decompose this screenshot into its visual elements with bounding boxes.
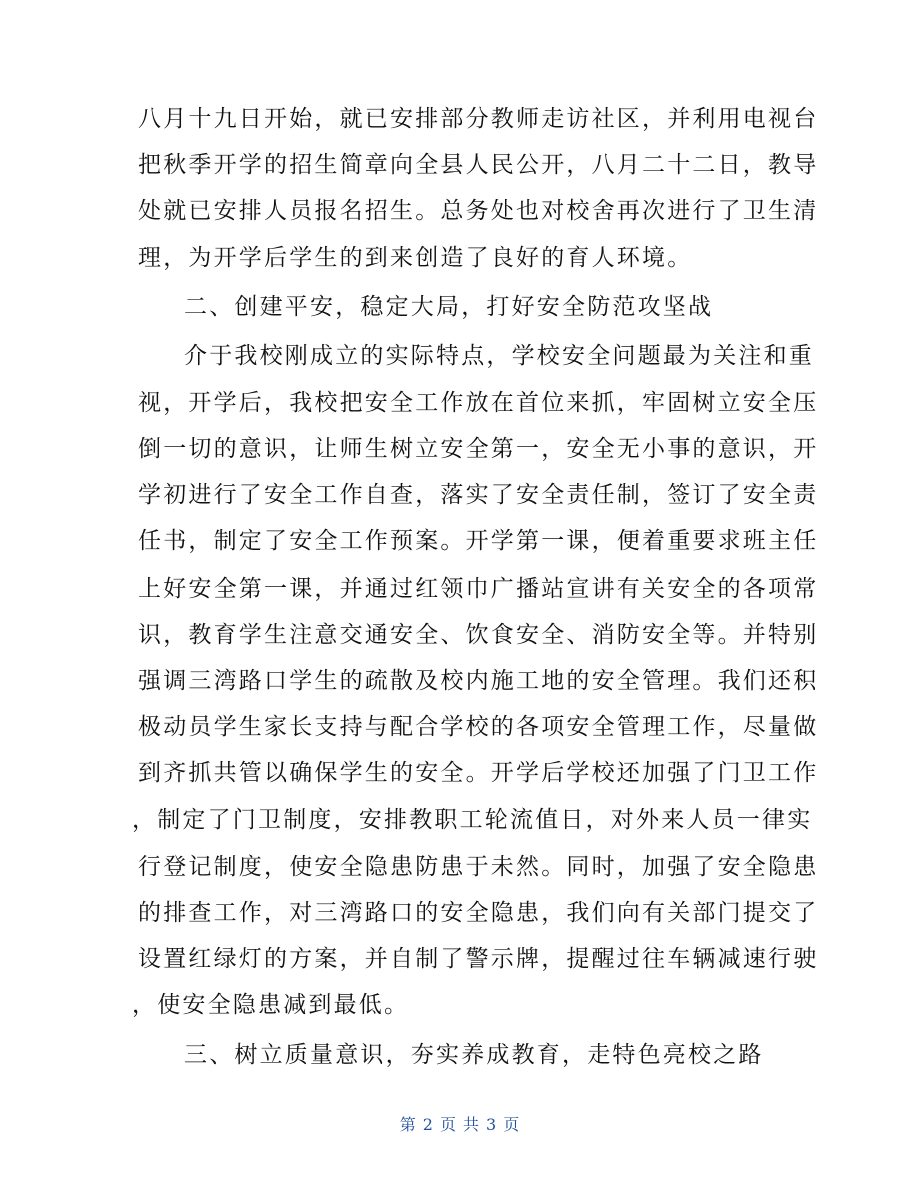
text-line-16: ，制定了门卫制度，安排教职工轮流值日，对外来人员一律实 — [132, 807, 813, 833]
footer-total-pages: 3 — [486, 1115, 498, 1134]
text-line-7: 视，开学后，我校把安全工作放在首位来抓，牢固树立安全压 — [138, 390, 819, 416]
text-line-10: 任书，制定了安全工作预案。开学第一课，便着重要求班主任 — [138, 528, 819, 554]
text-line-9: 学初进行了安全工作自查，落实了安全责任制，签订了安全责 — [138, 482, 819, 508]
text-line-11: 上好安全第一课，并通过红领巾广播站宣讲有关安全的各项常 — [138, 576, 819, 602]
footer-prefix: 第 — [399, 1115, 417, 1134]
text-line-13: 强调三湾路口学生的疏散及校内施工地的安全管理。我们还积 — [138, 668, 819, 694]
text-line-17: 行登记制度，使安全隐患防患于未然。同时，加强了安全隐患 — [138, 854, 819, 880]
footer-page-number: 2 — [422, 1115, 434, 1134]
footer-suffix: 页 — [503, 1115, 521, 1134]
text-line-3: 处就已安排人员报名招生。总务处也对校舍再次进行了卫生清 — [138, 198, 819, 224]
section-heading-2: 二、创建平安，稳定大局，打好安全防范攻坚战 — [184, 294, 714, 320]
text-line-6: 介于我校刚成立的实际特点，学校安全问题最为关注和重 — [184, 343, 814, 369]
text-line-14: 极动员学生家长支持与配合学校的各项安全管理工作，尽量做 — [138, 714, 819, 740]
text-line-2: 把秋季开学的招生简章向全县人民公开，八月二十二日，教导 — [138, 152, 819, 178]
footer-middle: 页 共 — [439, 1115, 481, 1134]
text-line-20: ，使安全隐患减到最低。 — [132, 992, 410, 1018]
text-line-8: 倒一切的意识，让师生树立安全第一，安全无小事的意识，开 — [138, 436, 819, 462]
text-line-12: 识，教育学生注意交通安全、饮食安全、消防安全等。并特别 — [138, 622, 819, 648]
section-heading-3: 三、树立质量意识，夯实养成教育，走特色亮校之路 — [184, 1042, 764, 1068]
text-line-15: 到齐抓共管以确保学生的安全。开学后学校还加强了门卫工作 — [138, 760, 819, 786]
text-line-18: 的排查工作，对三湾路口的安全隐患，我们向有关部门提交了 — [138, 900, 819, 926]
text-line-19: 设置红绿灯的方案，并自制了警示牌，提醒过往车辆减速行驶 — [138, 946, 819, 972]
page-footer — [0, 1112, 920, 1135]
text-line-4: 理，为开学后学生的到来创造了良好的育人环境。 — [138, 245, 693, 271]
text-line-1: 八月十九日开始，就已安排部分教师走访社区，并利用电视台 — [138, 106, 819, 132]
